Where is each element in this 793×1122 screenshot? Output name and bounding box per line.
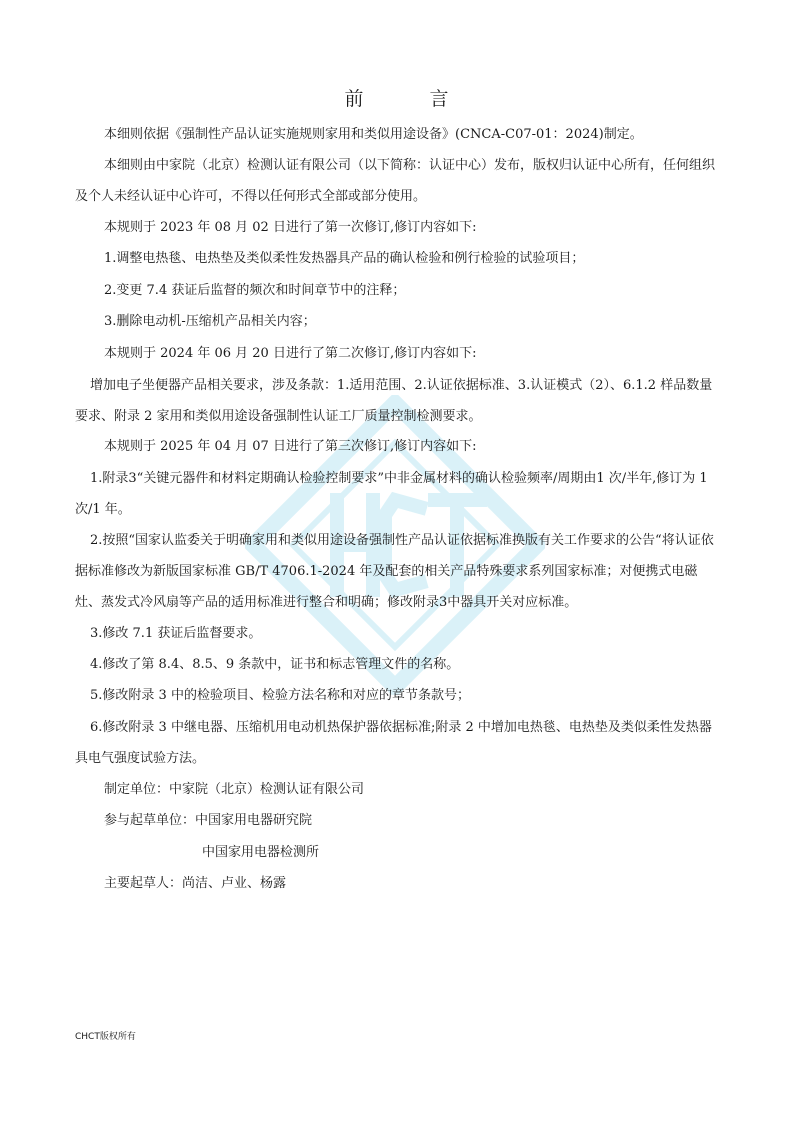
revision-3-item-6: 6.修改附录 3 中继电器、压缩机用电动机热保护器依据标准;附录 2 中增加电热毯、电热垫及类似柔性发热器具电气强度试验方法。 bbox=[75, 720, 712, 766]
page-title: 前 言 bbox=[344, 88, 479, 110]
revision-3-item-2: 2.按照“国家认监委关于明确家用和类似用途设备强制性产品认证依据标准换版有关工作要求的公告“将认证依据标准修改为新版国家标准 GB/T 4706.1-2024 年及配套的相关产品特殊要求系列国家标准；对便携式电磁灶、蒸发式冷风扇等产品的适用标准进行整合和明确；修改附录3中器具开关对应标准。 bbox=[75, 533, 714, 610]
revision-1-item-3: 3.删除电动机-压缩机产品相关内容； bbox=[104, 314, 316, 329]
revision-3-item-4: 4.修改了第 8.4、8.5、9 条款中，证书和标志管理文件的名称。 bbox=[90, 657, 460, 672]
revision-2-heading: 本规则于 2024 年 06 月 20 日进行了第二次修订,修订内容如下: bbox=[104, 346, 477, 361]
revision-2-item: 增加电子坐便器产品相关要求，涉及条款：1.适用范围、2.认证依据标准、3.认证模式（2）、6.1.2 样品数量要求、附录 2 家用和类似用途设备强制性认证工厂质量控制检测要求。 bbox=[75, 378, 713, 424]
paragraph-copyright: 本细则由中家院（北京）检测认证有限公司（以下简称：认证中心）发布，版权归认证中心所有，任何组织及个人未经认证中心许可，不得以任何形式全部或部分使用。 bbox=[75, 158, 716, 204]
revision-1-item-2: 2.变更 7.4 获证后监督的频次和时间章节中的注释； bbox=[104, 283, 406, 298]
revision-1-heading: 本规则于 2023 年 08 月 02 日进行了第一次修订,修订内容如下: bbox=[104, 220, 477, 235]
participating-unit-1: 参与起草单位：中国家用电器研究院 bbox=[104, 813, 313, 828]
revision-1-item-1: 1.调整电热毯、电热垫及类似柔性发热器具产品的确认检验和例行检验的试验项目； bbox=[104, 251, 585, 266]
main-drafters: 主要起草人：尚洁、卢业、杨露 bbox=[104, 876, 287, 891]
participating-unit-2: 中国家用电器检测所 bbox=[202, 845, 320, 860]
revision-3-item-5: 5.修改附录 3 中的检验项目、检验方法名称和对应的章节条款号； bbox=[90, 688, 470, 703]
revision-3-item-3: 3.修改 7.1 获证后监督要求。 bbox=[90, 626, 262, 641]
revision-3-heading: 本规则于 2025 年 04 月 07 日进行了第三次修订,修订内容如下: bbox=[104, 439, 477, 454]
paragraph-basis: 本细则依据《强制性产品认证实施规则家用和类似用途设备》(CNCA-C07-01：2024)制定。 bbox=[104, 127, 643, 142]
footer-copyright: CHCT版权所有 bbox=[75, 1032, 136, 1042]
drafting-unit: 制定单位：中家院（北京）检测认证有限公司 bbox=[104, 782, 365, 797]
revision-3-item-1: 1.附录3“关键元器件和材料定期确认检验控制要求”中非金属材料的确认检验频率/周期由1 次/半年,修订为 1 次/1 年。 bbox=[75, 471, 708, 517]
